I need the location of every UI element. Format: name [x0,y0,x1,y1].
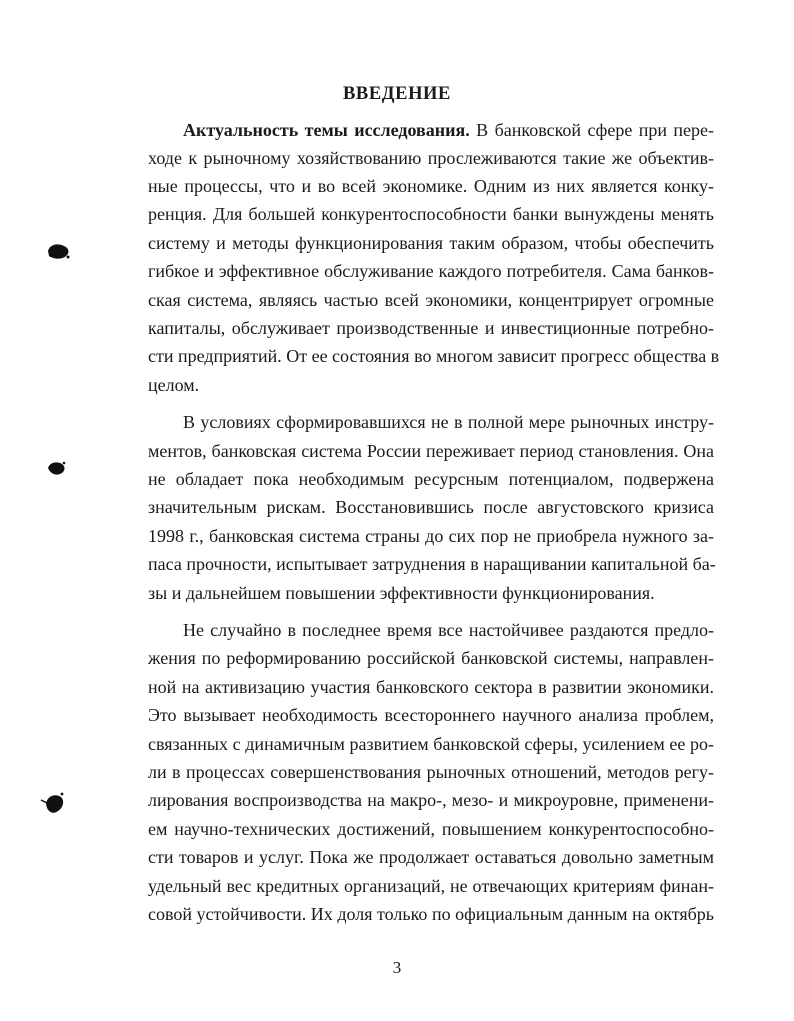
paragraph-3-line-1: Не случайно в последнее время все настойчивее раздаются предло- [183,620,714,640]
scan-blot-2 [45,458,69,478]
paragraph-1-line-1 [183,120,714,141]
paragraph-3-line-4: Это вызывает необходимость всестороннего научного анализа проблем, [148,705,714,725]
paragraph-1-line-5: систему и методы функционирования таким образом, чтобы обеспечить [148,233,714,253]
scan-blot-3 [38,790,68,818]
paragraph-1-line-4: ренция. Для большей конкурентоспособности банки вынуждены менять [148,204,714,224]
lead-heading: Актуальность темы исследования. [183,120,470,140]
paragraph-3-line-3: ной на активизацию участия банковского сектора в развитии экономики. [148,677,714,697]
page-number: 3 [392,958,402,977]
paragraph-3-line-5: связанных с динамичным развитием банковской сферы, усилением ее ро- [148,734,714,754]
paragraph-2-line-6: паса прочности, испытывает затруднения в наращивании капитальной ба- [148,554,716,574]
paragraph-1-line-2: ходе к рыночному хозяйствованию прослеживаются такие же объектив- [148,148,714,168]
paragraph-3-line-10: удельный вес кредитных организаций, не отвечающих критериям финан- [148,876,714,896]
paragraph-2-line-5: 1998 г., банковская система страны до сих пор не приобрела нужного за- [148,526,714,546]
line-text: В банковской сфере при пере- [469,120,715,140]
page-title: ВВЕДЕНИЕ [342,84,451,104]
paragraph-1-line-9: сти предприятий. От ее состояния во многом зависит прогресс общества в [148,346,720,366]
paragraph-1-line-7: ская система, являясь частью всей экономики, концентрирует огромные [148,290,714,310]
paragraph-3-line-8: ем научно-технических достижений, повышением конкурентоспособно- [148,819,714,839]
paragraph-1-line-3: ные процессы, что и во всей экономике. Одним из них является конку- [148,176,714,196]
paragraph-2-line-3: не обладает пока необходимым ресурсным потенциалом, подвержена [148,469,714,489]
paragraph-2-line-4: значительным рискам. Восстановившись после августовского кризиса [148,497,714,517]
paragraph-2-line-2: ментов, банковская система России переживает период становления. Она [148,441,714,461]
paragraph-2-line-7: зы и дальнейшем повышении эффективности функционирования. [148,583,655,603]
paragraph-1-line-6: гибкое и эффективное обслуживание каждого потребителя. Сама банков- [148,261,714,281]
paragraph-3-line-9: сти товаров и услуг. Пока же продолжает оставаться довольно заметным [148,847,714,867]
paragraph-3-line-2: жения по реформированию российской банковской системы, направлен- [148,648,714,668]
paragraph-3-line-11: совой устойчивости. Их доля только по официальным данным на октябрь [148,904,714,924]
paragraph-1-line-8: капиталы, обслуживает производственные и инвестиционные потребно- [148,318,714,338]
paragraph-2-line-1: В условиях сформировавшихся не в полной мере рыночных инстру- [183,412,714,432]
paragraph-1-line-10: целом. [148,375,200,395]
scan-blot-1 [44,240,72,262]
paragraph-3-line-7: лирования воспроизводства на макро-, мезо- и микроуровне, применени- [148,790,714,810]
paragraph-3-line-6: ли в процессах совершенствования рыночных отношений, методов регу- [148,762,714,782]
